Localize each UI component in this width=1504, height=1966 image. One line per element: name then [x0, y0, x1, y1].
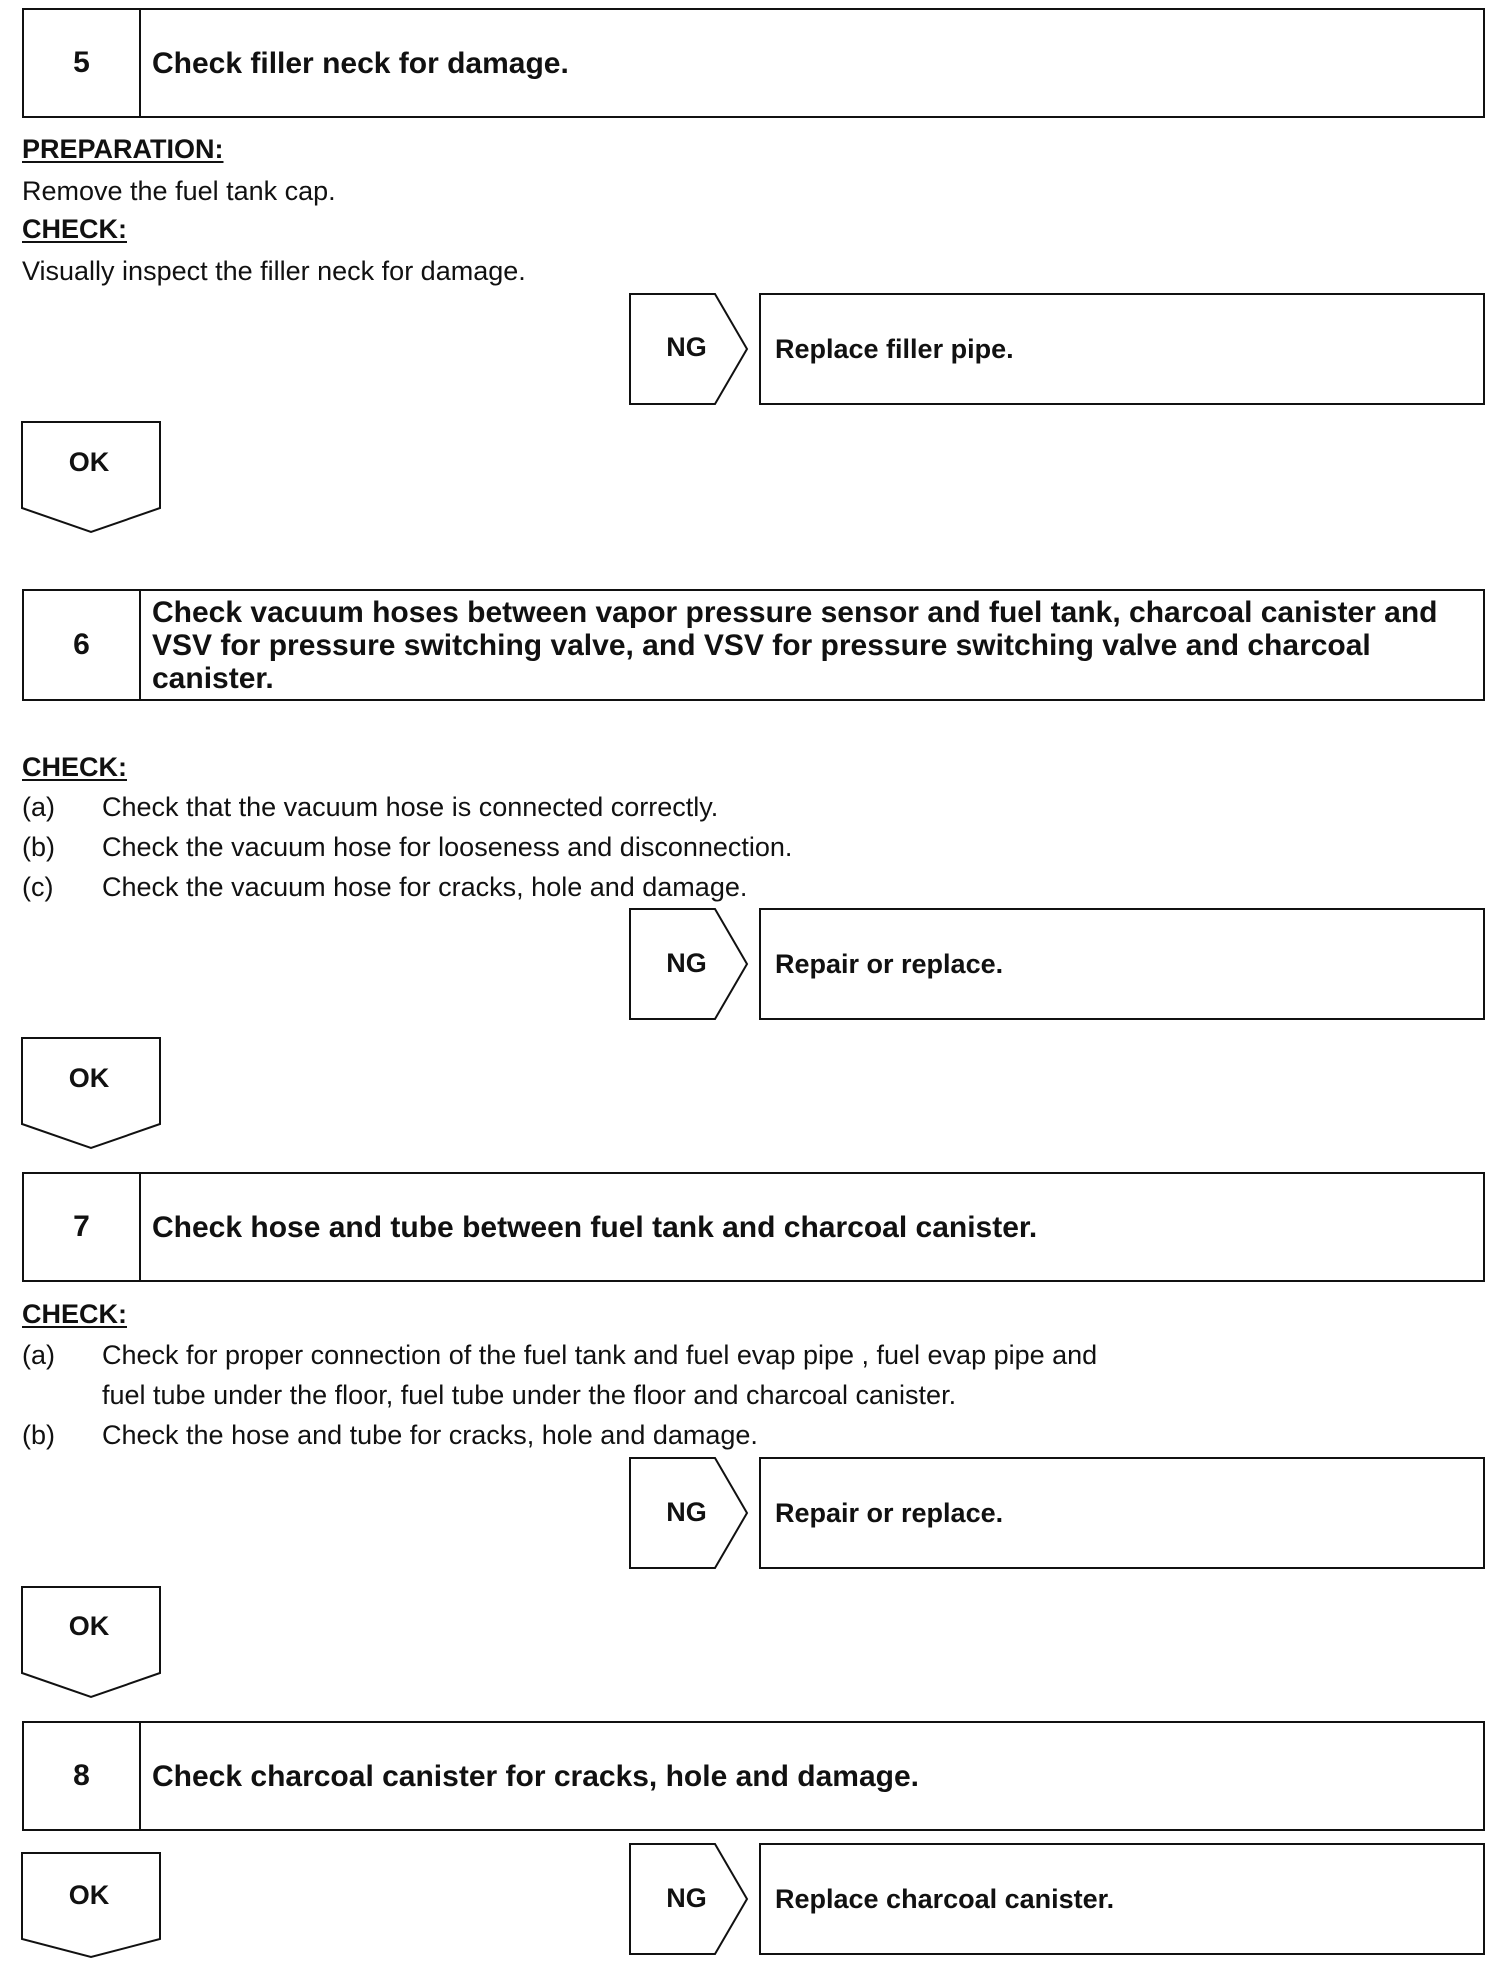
- step-8-header: [22, 1721, 1485, 1831]
- item-text: Check the hose and tube for cracks, hole and damage.: [102, 1420, 758, 1450]
- ng-label: NG: [666, 1497, 707, 1527]
- item-mark: (c): [22, 872, 54, 902]
- check-label: CHECK:: [22, 1299, 127, 1329]
- step-6-header: [22, 589, 1485, 701]
- item-mark: (b): [22, 1420, 55, 1450]
- ok-label: OK: [68, 1611, 110, 1641]
- ok-label: OK: [68, 1063, 110, 1093]
- item-mark: (b): [22, 832, 55, 862]
- item-text: Check the vacuum hose for cracks, hole and damage.: [102, 872, 748, 902]
- preparation-label: PREPARATION:: [22, 134, 224, 164]
- ng-label: NG: [666, 1883, 707, 1913]
- preparation-text: Remove the fuel tank cap.: [22, 176, 336, 206]
- step-number: 5: [24, 10, 141, 116]
- step-number: 8: [24, 1723, 141, 1829]
- ng-result-box: Repair or replace.: [759, 1457, 1485, 1569]
- ng-label: NG: [666, 332, 707, 362]
- ok-arrow-shape: [20, 1585, 164, 1700]
- check-text: Visually inspect the filler neck for damage.: [22, 256, 526, 286]
- step-title: Check vacuum hoses between vapor pressure sensor and fuel tank, charcoal canister and VSV for pressure switching valve, and VSV for pressure switching valve and charcoal canister.: [152, 595, 1438, 695]
- ok-label: OK: [68, 447, 110, 477]
- item-text: Check the vacuum hose for looseness and disconnection.: [102, 832, 793, 862]
- step-title: Check hose and tube between fuel tank and charcoal canister.: [152, 1210, 1038, 1244]
- step-5-header: [22, 8, 1485, 118]
- step-title: Check charcoal canister for cracks, hole and damage.: [152, 1759, 919, 1793]
- step-number: 6: [24, 591, 141, 699]
- step-7-header: [22, 1172, 1485, 1282]
- ng-result-box: Repair or replace.: [759, 908, 1485, 1020]
- ng-label: NG: [666, 948, 707, 978]
- item-text: Check that the vacuum hose is connected correctly.: [102, 792, 719, 822]
- item-text-continued: fuel tube under the floor, fuel tube under the floor and charcoal canister.: [102, 1380, 957, 1410]
- check-label: CHECK:: [22, 752, 127, 782]
- item-text: Check for proper connection of the fuel tank and fuel evap pipe , fuel evap pipe and: [102, 1340, 1098, 1370]
- check-label: CHECK:: [22, 214, 127, 244]
- ok-label: OK: [68, 1880, 110, 1910]
- item-mark: (a): [22, 792, 55, 822]
- step-title: Check filler neck for damage.: [152, 46, 569, 80]
- item-mark: (a): [22, 1340, 55, 1370]
- ng-result-box: Replace filler pipe.: [759, 293, 1485, 405]
- step-number: 7: [24, 1174, 141, 1280]
- ng-result-box: Replace charcoal canister.: [759, 1843, 1485, 1955]
